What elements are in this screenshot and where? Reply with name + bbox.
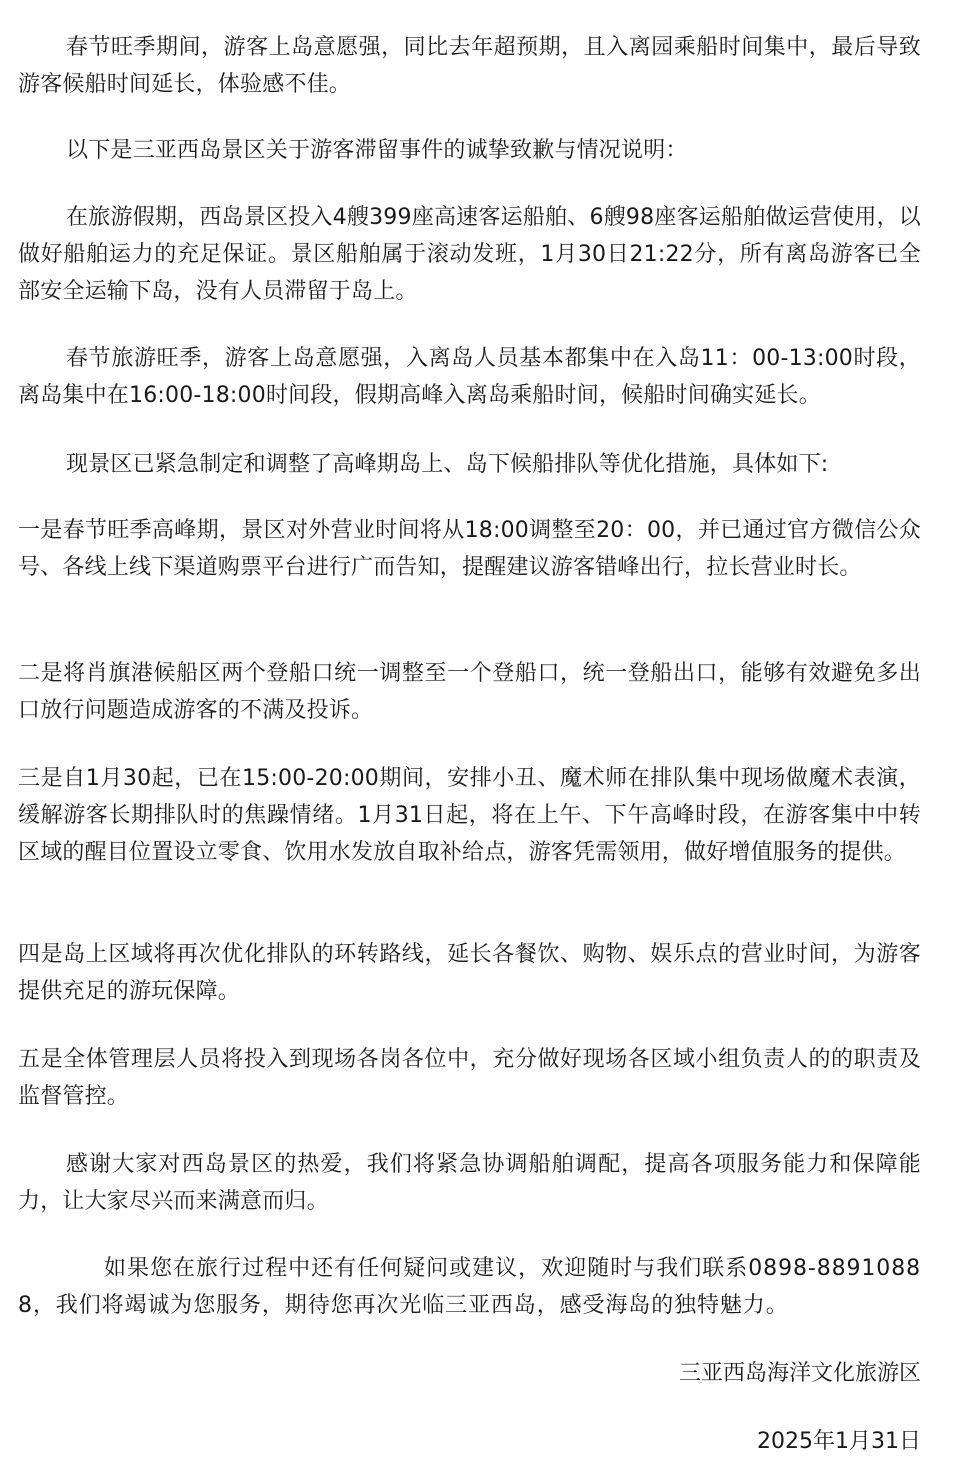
intro-paragraph: 春节旺季期间，游客上岛意愿强，同比去年超预期，且入离园乘船时间集中，最后导致游客候船时间延长，体验感不佳。 [18,35,921,97]
capacity-paragraph: 在旅游假期，西岛景区投入4艘399座高速客运船舶、6艘98座客运船舶做运营使用，以做好船舶运力的充足保证。景区船舶属于滚动发班，1月30日21:22分，所有离岛游客已全部安全运输下岛，没有人员滞留于岛上。 [18,205,921,304]
contact-paragraph: 如果您在旅行过程中还有任何疑问或建议，欢迎随时与我们联系0898-88910888，我们将竭诚为您服务，期待您再次光临三亚西岛，感受海岛的独特魅力。 [18,1256,921,1318]
measure-four-paragraph: 四是岛上区域将再次优化排队的环转路线，延长各餐饮、购物、娱乐点的营业时间，为游客提供充足的游玩保障。 [18,942,921,1004]
apology-heading-paragraph: 以下是三亚西岛景区关于游客滞留事件的诚挚致歉与情况说明： [66,138,688,163]
measure-three-paragraph: 三是自1月30起，已在15:00-20:00期间，安排小丑、魔术师在排队集中现场做魔术表演，缓解游客长期排队时的焦躁情绪。1月31日起，将在上午、下午高峰时段，在游客集中中转区域的醒目位置设立零食、饮用水发放自取补给点，游客凭需领用，做好增值服务的提供。 [18,766,921,865]
thanks-paragraph: 感谢大家对西岛景区的热爱，我们将紧急协调船舶调配，提高各项服务能力和保障能力，让大家尽兴而来满意而归。 [18,1152,921,1214]
signature: 三亚西岛海洋文化旅游区 [678,1361,921,1386]
measure-two-paragraph: 二是将肖旗港候船区两个登船口统一调整至一个登船口，统一登船出口，能够有效避免多出口放行问题造成游客的不满及投诉。 [18,661,921,723]
measure-one-paragraph: 一是春节旺季高峰期，景区对外营业时间将从18:00调整至20：00，并已通过官方微信公众号、各线上线下渠道购票平台进行广而告知，提醒建议游客错峰出行，拉长营业时长。 [18,518,921,580]
peak-times-paragraph: 春节旅游旺季，游客上岛意愿强，入离岛人员基本都集中在入岛11：00-13:00时段，离岛集中在16:00-18:00时间段，假期高峰入离岛乘船时间，候船时间确实延长。 [18,346,921,408]
date: 2025年1月31日 [757,1429,921,1454]
measure-five-paragraph: 五是全体管理层人员将投入到现场各岗各位中，充分做好现场各区域小组负责人的的职责及监督管控。 [18,1047,921,1109]
measures-intro-paragraph: 现景区已紧急制定和调整了高峰期岛上、岛下候船排队等优化措施，具体如下: [66,452,829,477]
